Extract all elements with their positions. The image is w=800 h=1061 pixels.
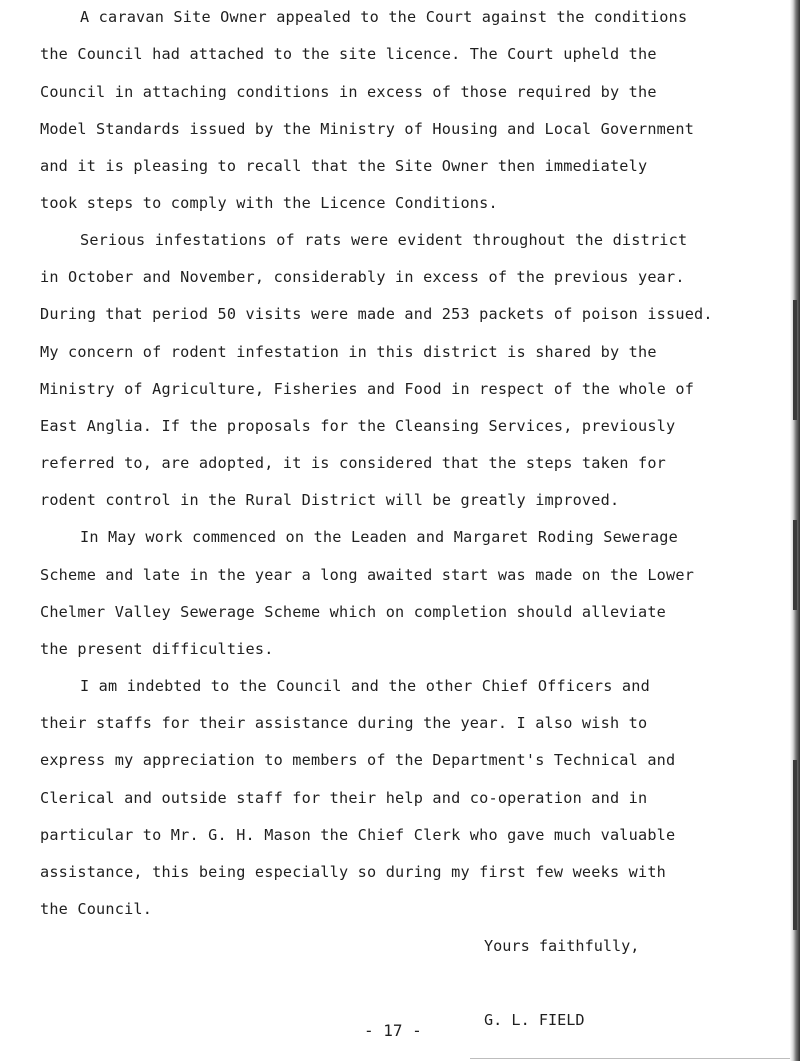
signatory-name: G. L. FIELD — [484, 1011, 585, 1029]
text-line: took steps to comply with the Licence Conditions. — [40, 194, 498, 212]
scan-edge-mark — [793, 300, 797, 420]
text-line: Scheme and late in the year a long awaited start was made on the Lower — [40, 566, 695, 584]
text-line: particular to Mr. G. H. Mason the Chief Clerk who gave much valuable — [40, 826, 676, 844]
text-line: Serious infestations of rats were evident throughout the district — [80, 231, 688, 249]
bottom-rule — [470, 1058, 800, 1059]
text-line: express my appreciation to members of the Department's Technical and — [40, 751, 676, 769]
text-line: the present difficulties. — [40, 640, 274, 658]
text-line: in October and November, considerably in excess of the previous year. — [40, 268, 685, 286]
text-line: A caravan Site Owner appealed to the Court against the conditions — [80, 8, 688, 26]
text-line: Chelmer Valley Sewerage Scheme which on completion should alleviate — [40, 603, 667, 621]
text-line: the Council. — [40, 900, 153, 918]
text-line: referred to, are adopted, it is considered that the steps taken for — [40, 454, 667, 472]
scan-edge-mark — [793, 760, 797, 930]
text-line: During that period 50 visits were made and 253 packets of poison issued. — [40, 305, 713, 323]
text-line: Ministry of Agriculture, Fisheries and Food in respect of the whole of — [40, 380, 695, 398]
text-line: Clerical and outside staff for their help and co-operation and in — [40, 789, 648, 807]
text-line: the Council had attached to the site licence. The Court upheld the — [40, 45, 657, 63]
text-line: East Anglia. If the proposals for the Cleansing Services, previously — [40, 417, 676, 435]
scan-edge-mark — [793, 520, 797, 610]
text-line: rodent control in the Rural District will be greatly improved. — [40, 491, 620, 509]
text-line: and it is pleasing to recall that the Site Owner then immediately — [40, 157, 648, 175]
page-number: - 17 - — [364, 1021, 422, 1040]
closing-salutation: Yours faithfully, — [484, 937, 640, 955]
text-line: I am indebted to the Council and the other Chief Officers and — [80, 677, 650, 695]
text-line: Council in attaching conditions in excess of those required by the — [40, 83, 657, 101]
text-line: their staffs for their assistance during the year. I also wish to — [40, 714, 648, 732]
text-line: assistance, this being especially so during my first few weeks with — [40, 863, 667, 881]
text-line: In May work commenced on the Leaden and Margaret Roding Sewerage — [80, 528, 678, 546]
text-line: Model Standards issued by the Ministry of Housing and Local Government — [40, 120, 695, 138]
text-line: My concern of rodent infestation in this district is shared by the — [40, 343, 657, 361]
